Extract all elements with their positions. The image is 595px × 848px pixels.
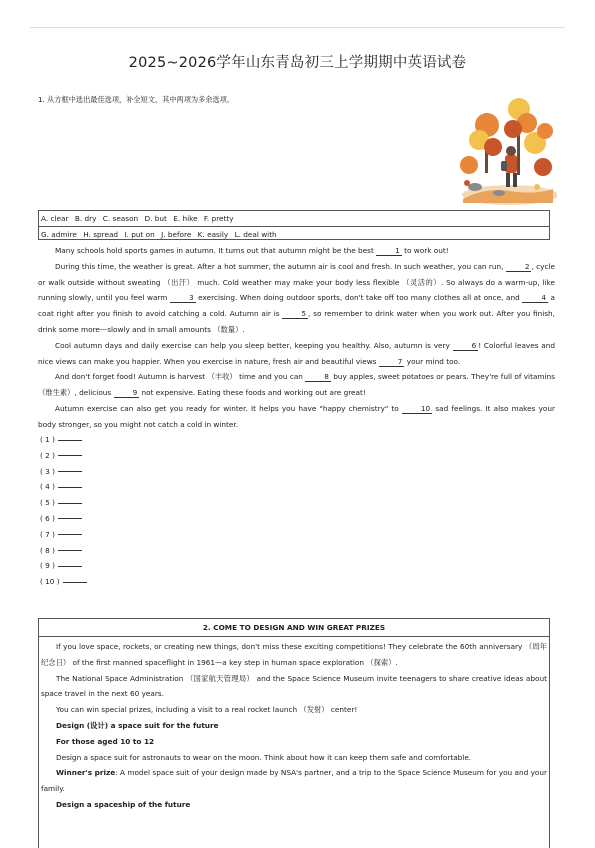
blank-7: 7 xyxy=(379,357,405,367)
passage-text: ! Colorful leaves and nice views can make you happier. When you exercise in nature, fresh air and beautiful views xyxy=(38,340,555,366)
passage-text: Autumn exercise can also get you ready for winter. It helps you have "happy chemistry" to xyxy=(55,403,402,413)
blank-8: 8 xyxy=(305,372,331,382)
option: G. admire xyxy=(41,230,77,239)
paragraph xyxy=(41,765,547,797)
question-2-body xyxy=(39,637,549,813)
answer-blank[interactable] xyxy=(58,503,82,504)
answer-label: ( 1 ) xyxy=(40,435,55,444)
answer-blank[interactable] xyxy=(58,471,82,472)
option: B. dry xyxy=(74,214,97,223)
option: L. deal with xyxy=(234,230,277,239)
blank-6: 6 xyxy=(453,341,479,351)
option: C. season xyxy=(102,214,139,223)
passage-text: not expensive. Eating these foods and working out are great! xyxy=(139,388,366,398)
paragraph-4 xyxy=(38,369,555,401)
passage-text: exercising. When doing outdoor sports, don't take off too many clothes all at once, and xyxy=(195,293,523,303)
blank-2: 2 xyxy=(506,262,532,272)
paragraph-2 xyxy=(38,259,555,338)
options-row-2 xyxy=(39,226,549,242)
answer-blank[interactable] xyxy=(58,455,82,456)
answer-row xyxy=(40,543,87,559)
option: D. but xyxy=(144,214,167,223)
answer-row xyxy=(40,479,87,495)
option: K. easily xyxy=(197,230,229,239)
answer-blank[interactable] xyxy=(58,518,82,519)
answer-row xyxy=(40,527,87,543)
paragraph: You can win special prizes, including a visit to a real rocket launch （发射） center! xyxy=(56,705,358,715)
passage-text: a coat right after you finish to avoid catching a cold. Autumn air is xyxy=(38,293,555,319)
blank-4: 4 xyxy=(522,293,548,303)
paragraph-3 xyxy=(38,338,555,370)
option: A. clear xyxy=(41,214,69,223)
answer-row xyxy=(40,464,87,480)
passage-text: your mind too. xyxy=(404,356,461,366)
answer-blank[interactable] xyxy=(58,550,82,551)
answer-list xyxy=(40,432,87,590)
passage-text: , so remember to drink water when you work out. After you finish, drink some more—slowly and in small amounts （数量）. xyxy=(38,309,555,334)
answer-row xyxy=(40,432,87,448)
options-row-1 xyxy=(39,211,549,226)
paragraph: The National Space Administration （国家航天管理局） and the Space Science Museum invite teenagers to share creative ideas about space travel in the next 60 years. xyxy=(41,673,547,699)
answer-blank[interactable] xyxy=(58,487,82,488)
paragraph-1 xyxy=(38,243,555,259)
blank-3: 3 xyxy=(170,293,196,303)
answer-label: ( 3 ) xyxy=(40,466,55,476)
answer-blank[interactable] xyxy=(58,566,82,567)
header-rule xyxy=(30,27,565,28)
paragraph: If you love space, rockets, or creating new things, don't miss these exciting competitions! They celebrate the 60th anniversary （周年纪念日） of the first manned spaceflight in 1961—a key step in human space exploration （探索）. xyxy=(41,642,547,667)
passage-text: Cool autumn days and daily exercise can help you sleep better, keeping you healthy. Also, autumn is very xyxy=(55,340,453,350)
answer-label: ( 5 ) xyxy=(40,498,55,508)
option: E. hike xyxy=(173,214,198,223)
option: I. put on xyxy=(124,230,155,239)
subheading: Design a spaceship of the future xyxy=(56,799,191,809)
answer-row xyxy=(40,448,87,464)
cloze-passage xyxy=(38,243,555,433)
answer-label: ( 8 ) xyxy=(40,545,55,555)
option: F. pretty xyxy=(203,214,234,223)
passage-text: Many schools hold sports games in autumn. It turns out that autumn might be the best xyxy=(55,246,377,255)
answer-label: ( 2 ) xyxy=(40,450,55,460)
answer-label: ( 10 ) xyxy=(40,577,60,587)
question-1-instruction: 1. 从方框中选出最佳选项，补全短文，其中两项为多余选项。 xyxy=(38,95,235,104)
passage-text: During this time, the weather is great. After a hot summer, the autumn air is cool and fresh. In such weather, you can run, xyxy=(55,261,506,271)
page-title: 2025~2026学年山东青岛初三上学期期中英语试卷 xyxy=(128,55,467,71)
passage-text: , cycle or walk outside without sweating （出汗） much. Cold weather may make your body less flexible （灵活的）. So always do a warm-up, like running slowly, until you feel warm xyxy=(38,261,555,303)
blank-5: 5 xyxy=(282,309,308,319)
answer-blank[interactable] xyxy=(58,534,82,535)
blank-9: 9 xyxy=(114,388,140,398)
blank-10: 10 xyxy=(402,404,432,414)
blank-1: 1 xyxy=(376,246,402,256)
passage-text: sad feelings. It also makes your body stronger, so you might not catch a cold in winter. xyxy=(38,403,555,429)
answer-label: ( 6 ) xyxy=(40,513,55,523)
answer-label: ( 9 ) xyxy=(40,561,55,571)
answer-label: ( 4 ) xyxy=(40,482,55,492)
question-2-box xyxy=(38,618,550,848)
paragraph-5 xyxy=(38,401,555,433)
question-2-heading: 2. COME TO DESIGN AND WIN GREAT PRIZES xyxy=(39,619,549,637)
passage-text: buy apples, sweet potatoes or pears. They're full of vitamins （维生素）, delicious xyxy=(38,372,555,398)
answer-row xyxy=(40,574,87,590)
autumn-illustration xyxy=(455,95,557,207)
passage-text: to work out! xyxy=(401,246,449,255)
answer-row xyxy=(40,558,87,574)
answer-blank[interactable] xyxy=(63,582,87,583)
option: J. before xyxy=(161,230,192,239)
answer-label: ( 7 ) xyxy=(40,529,55,539)
paragraph: Design a space suit for astronauts to wear on the moon. Think about how it can keep them safe and comfortable. xyxy=(56,752,472,762)
passage-text: And don't forget food! Autumn is harvest （丰收） time and you can xyxy=(55,372,306,382)
prize-label: Winner's prize xyxy=(56,768,116,778)
answer-blank[interactable] xyxy=(58,440,82,441)
subheading: Design (设计) a space suit for the future xyxy=(56,720,219,730)
prize-text: : A model space suit of your design made by NSA's partner, and a trip to the Space Science Museum for you and your family. xyxy=(41,768,548,794)
answer-row xyxy=(40,511,87,527)
options-box xyxy=(38,210,550,240)
answer-row xyxy=(40,495,87,511)
subheading: For those aged 10 to 12 xyxy=(56,736,155,746)
option: H. spread xyxy=(83,230,119,239)
